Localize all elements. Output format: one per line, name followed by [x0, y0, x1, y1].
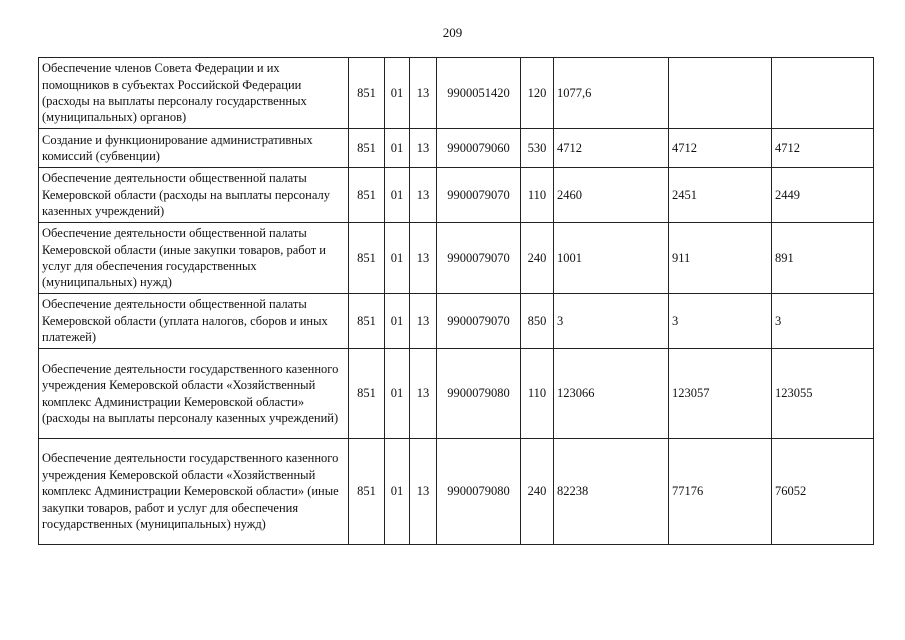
- row-year3: 3: [772, 294, 874, 349]
- row-year2: 2451: [669, 168, 772, 223]
- row-year3: [772, 58, 874, 129]
- table-row: [39, 168, 874, 223]
- row-year1: 1077,6: [554, 58, 669, 129]
- table-row: [39, 439, 874, 545]
- row-grbs: 851: [349, 439, 385, 545]
- table-row: [39, 349, 874, 439]
- row-rz: 01: [385, 223, 410, 294]
- row-rz: 01: [385, 349, 410, 439]
- row-name: Создание и функционирование административных комиссий (субвенции): [39, 129, 349, 168]
- row-year1: 3: [554, 294, 669, 349]
- row-rz: 01: [385, 168, 410, 223]
- row-year3: 891: [772, 223, 874, 294]
- row-year3: 123055: [772, 349, 874, 439]
- table-row: [39, 58, 874, 129]
- row-year2: 77176: [669, 439, 772, 545]
- row-rz: 01: [385, 294, 410, 349]
- row-pr: 13: [410, 223, 437, 294]
- row-grbs: 851: [349, 58, 385, 129]
- row-csr: 9900079070: [437, 168, 521, 223]
- row-name: Обеспечение деятельности общественной палаты Кемеровской области (расходы на выплаты персоналу казенных учреждений): [39, 168, 349, 223]
- page-number: 209: [442, 25, 463, 40]
- row-grbs: 851: [349, 294, 385, 349]
- row-csr: 9900051420: [437, 58, 521, 129]
- row-grbs: 851: [349, 223, 385, 294]
- row-year1: 1001: [554, 223, 669, 294]
- table-row: [39, 294, 874, 349]
- row-year2: 911: [669, 223, 772, 294]
- row-name: Обеспечение деятельности общественной палаты Кемеровской области (иные закупки товаров, работ и услуг для обеспечения государственных (муниципальных) нужд): [39, 223, 349, 294]
- row-vr: 110: [521, 349, 554, 439]
- row-csr: 9900079080: [437, 349, 521, 439]
- row-pr: 13: [410, 439, 437, 545]
- row-vr: 120: [521, 58, 554, 129]
- row-csr: 9900079070: [437, 294, 521, 349]
- row-pr: 13: [410, 294, 437, 349]
- row-year2: 3: [669, 294, 772, 349]
- row-pr: 13: [410, 349, 437, 439]
- row-vr: 850: [521, 294, 554, 349]
- row-pr: 13: [410, 129, 437, 168]
- row-name: Обеспечение деятельности государственного казенного учреждения Кемеровской области «Хозяйственный комплекс Администрации Кемеровской области» (иные закупки товаров, работ и услуг для обеспечения государственных (муниципальных) нужд): [39, 439, 349, 545]
- row-vr: 110: [521, 168, 554, 223]
- row-pr: 13: [410, 58, 437, 129]
- row-grbs: 851: [349, 349, 385, 439]
- row-csr: 9900079080: [437, 439, 521, 545]
- row-year1: 123066: [554, 349, 669, 439]
- table-row: [39, 223, 874, 294]
- row-year3: 2449: [772, 168, 874, 223]
- row-year1: 2460: [554, 168, 669, 223]
- table-row: [39, 129, 874, 168]
- row-year1: 82238: [554, 439, 669, 545]
- row-year3: 76052: [772, 439, 874, 545]
- row-year2: 4712: [669, 129, 772, 168]
- budget-table: [38, 57, 874, 545]
- row-grbs: 851: [349, 129, 385, 168]
- row-year2: [669, 58, 772, 129]
- row-year2: 123057: [669, 349, 772, 439]
- row-csr: 9900079070: [437, 223, 521, 294]
- row-rz: 01: [385, 439, 410, 545]
- row-vr: 240: [521, 439, 554, 545]
- row-year3: 4712: [772, 129, 874, 168]
- row-vr: 240: [521, 223, 554, 294]
- row-rz: 01: [385, 58, 410, 129]
- row-year1: 4712: [554, 129, 669, 168]
- row-name: Обеспечение деятельности общественной палаты Кемеровской области (уплата налогов, сборов и иных платежей): [39, 294, 349, 349]
- row-vr: 530: [521, 129, 554, 168]
- row-rz: 01: [385, 129, 410, 168]
- row-grbs: 851: [349, 168, 385, 223]
- row-name: Обеспечение деятельности государственного казенного учреждения Кемеровской области «Хозяйственный комплекс Администрации Кемеровской области» (расходы на выплаты персоналу казенных учреждений): [39, 349, 349, 439]
- row-pr: 13: [410, 168, 437, 223]
- row-name: Обеспечение членов Совета Федерации и их помощников в субъектах Российской Федерации (расходы на выплаты персоналу государственных (муниципальных) органов): [39, 58, 349, 129]
- row-csr: 9900079060: [437, 129, 521, 168]
